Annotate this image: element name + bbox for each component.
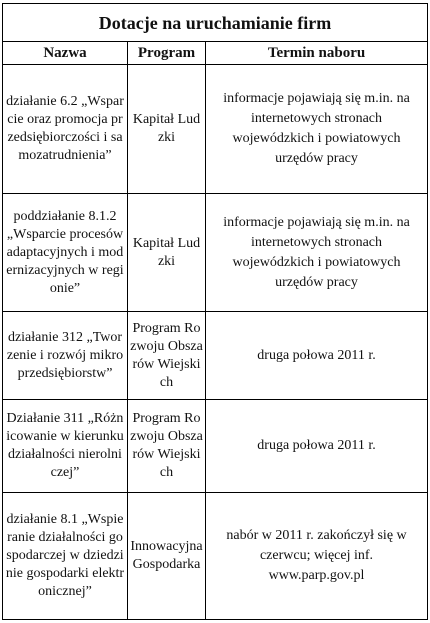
cell-program: Program Rozwoju Obszarów Wiejskich: [128, 312, 206, 400]
cell-program: Kapitał Ludzki: [128, 194, 206, 312]
cell-name: działanie 312 „Tworzenie i rozwój mikroprzedsiębiorstw”: [3, 312, 128, 400]
cell-name: Działanie 311 „Różnicowanie w kierunku działalności nierolniczej”: [3, 400, 128, 493]
cell-name: działanie 6.2 „Wsparcie oraz promocja przedsiębiorczości i samozatrudnienia”: [3, 65, 128, 194]
table-row: [3, 400, 428, 493]
cell-name: poddziałanie 8.1.2 „Wsparcie procesów adaptacyjnych i modernizacyjnych w regionie”: [3, 194, 128, 312]
column-header-name: Nazwa: [3, 42, 128, 65]
table-row: [3, 65, 428, 194]
table-title: Dotacje na uruchamianie firm: [3, 4, 428, 42]
column-header-program: Program: [128, 42, 206, 65]
cell-program: Innowacyjna Gospodarka: [128, 493, 206, 620]
cell-name: działanie 8.1 „Wspieranie działalności gospodarczej w dziedzinie gospodarki elektronicznej”: [3, 493, 128, 620]
cell-program: Program Rozwoju Obszarów Wiejskich: [128, 400, 206, 493]
table-row: [3, 493, 428, 620]
cell-term: druga połowa 2011 r.: [206, 312, 428, 400]
cell-term: nabór w 2011 r. zakończył się w czerwcu; więcej inf. www.parp.gov.pl: [206, 493, 428, 620]
cell-term: informacje pojawiają się m.in. na internetowych stronach wojewódzkich i powiatowych urzędów pracy: [206, 65, 428, 194]
column-header-term: Termin naboru: [206, 42, 428, 65]
grants-table-container: [2, 3, 427, 620]
cell-term: informacje pojawiają się m.in. na internetowych stronach wojewódzkich i powiatowych urzędów pracy: [206, 194, 428, 312]
cell-term: druga połowa 2011 r.: [206, 400, 428, 493]
table-row: [3, 194, 428, 312]
table-row: [3, 312, 428, 400]
cell-program: Kapitał Ludzki: [128, 65, 206, 194]
grants-table: [2, 3, 428, 620]
